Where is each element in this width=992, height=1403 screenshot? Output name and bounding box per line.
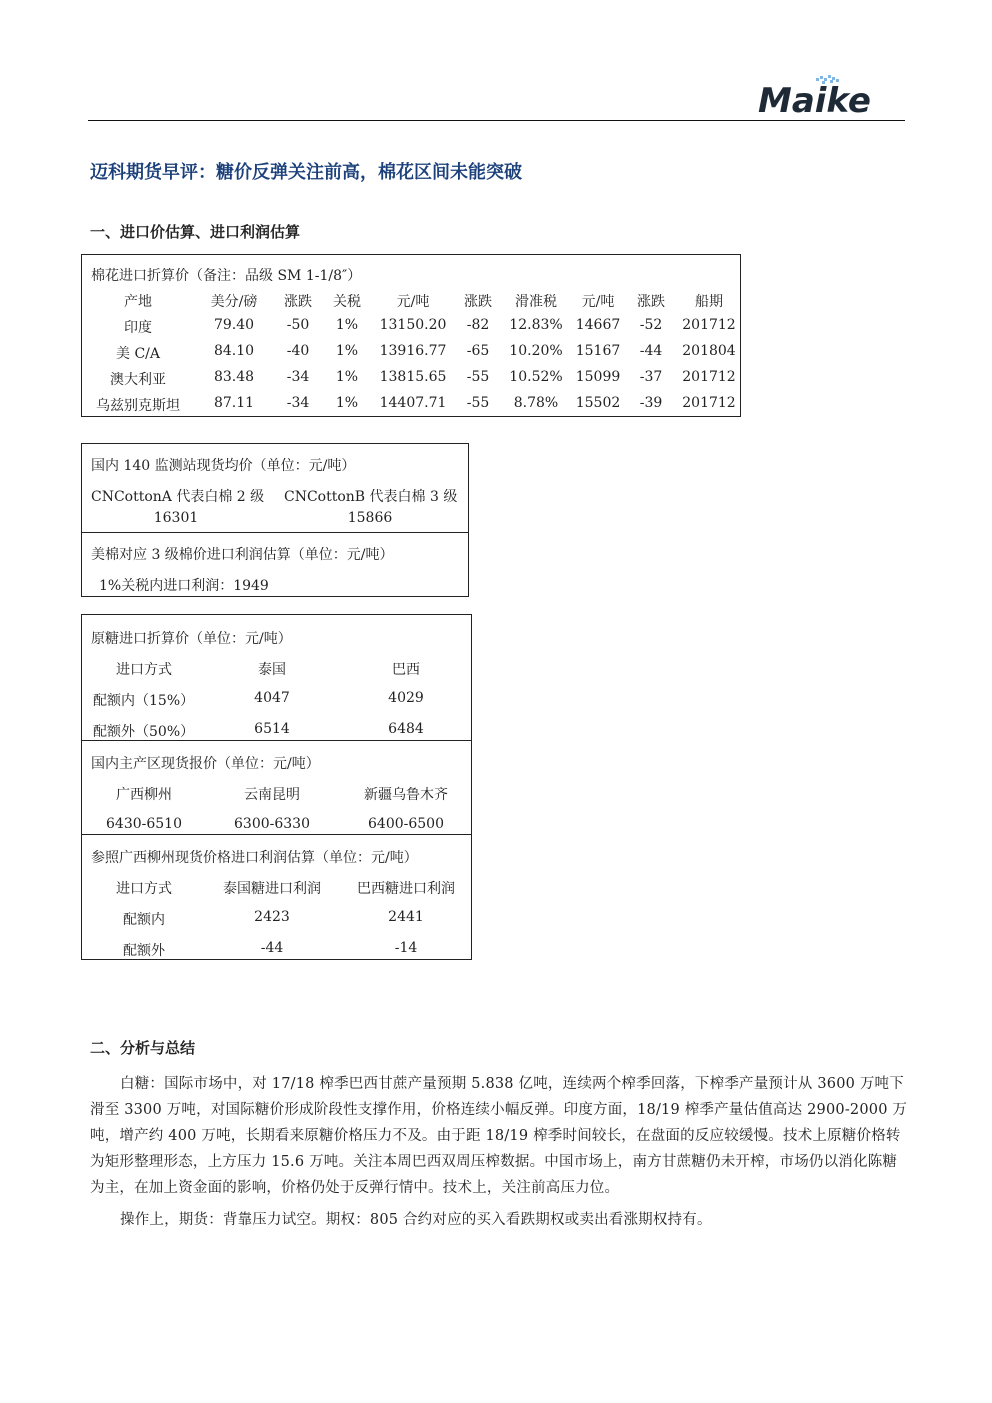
sugar-import-cell: 4029: [388, 690, 424, 706]
cotton-import-cell: 10.52%: [509, 369, 563, 385]
cotton-import-header: 元/吨: [581, 294, 615, 310]
report-title: 迈科期货早评：糖价反弹关注前高，棉花区间未能突破: [90, 162, 522, 183]
sugar-import-cell: 6484: [388, 721, 424, 737]
sugar-spot-header: 广西柳州: [116, 787, 172, 803]
cotton-import-header: 涨跌: [284, 294, 312, 310]
section2-heading: 二、分析与总结: [90, 1039, 196, 1057]
sugar-spot-caption: 国内主产区现货报价（单位：元/吨）: [91, 756, 320, 772]
divider: [82, 740, 471, 741]
sugar-spot-header: 新疆乌鲁木齐: [364, 787, 448, 803]
cotton-import-cell: -55: [466, 369, 490, 385]
cotton-import-cell: 201712: [682, 395, 736, 411]
cncottona-value: 16301: [153, 510, 199, 526]
cotton-import-cell: 13916.77: [379, 343, 447, 359]
cotton-import-cell: -37: [639, 369, 663, 385]
sugar-table: [81, 614, 472, 960]
sugar-profit-cell: -44: [260, 940, 284, 956]
divider: [82, 834, 471, 835]
cotton-import-cell: 1%: [335, 343, 359, 359]
cotton-import-cell: -40: [286, 343, 310, 359]
cotton-import-origin: 印度: [124, 320, 152, 336]
cotton-import-header: 滑准税: [515, 294, 557, 310]
cotton-import-header: 涨跌: [637, 294, 665, 310]
sugar-import-cell: 4047: [254, 690, 290, 706]
sugar-import-row-label: 配额外（50%）: [93, 724, 195, 740]
sugar-profit-header: 进口方式: [116, 881, 172, 897]
cotton-import-cell: 13815.65: [379, 369, 447, 385]
cotton-import-cell: 10.20%: [509, 343, 563, 359]
cncottona-label: CNCottonA 代表白棉 2 级: [91, 489, 265, 505]
cotton-profit-caption: 美棉对应 3 级棉价进口利润估算（单位：元/吨）: [91, 547, 394, 563]
sugar-profit-header: 巴西糖进口利润: [357, 881, 455, 897]
cotton-import-cell: 83.48: [213, 369, 255, 385]
cotton-import-table: [81, 254, 741, 417]
cotton-import-cell: -34: [286, 369, 310, 385]
cotton-import-origin: 澳大利亚: [110, 372, 166, 388]
analysis-text: [90, 1071, 910, 1233]
cotton-import-header: 产地: [124, 294, 152, 310]
divider: [82, 532, 468, 533]
sugar-import-caption: 原糖进口折算价（单位：元/吨）: [91, 631, 292, 647]
cotton-import-cell: 84.10: [213, 343, 255, 359]
sugar-spot-header: 云南昆明: [244, 787, 300, 803]
cotton-import-cell: 1%: [335, 317, 359, 333]
cotton-import-cell: -44: [639, 343, 663, 359]
cotton-import-header: 船期: [695, 294, 723, 310]
cotton-import-header: 元/吨: [396, 294, 430, 310]
cotton-import-caption: 棉花进口折算价（备注：品级 SM 1-1/8″）: [91, 268, 362, 284]
cotton-import-cell: 87.11: [213, 395, 255, 411]
sugar-import-cell: 6514: [254, 721, 290, 737]
cotton-profit-line: 1%关税内进口利润：1949: [99, 578, 269, 594]
cotton-import-cell: -34: [286, 395, 310, 411]
cotton-import-cell: 14667: [575, 317, 621, 333]
analysis-paragraph-operation: 操作上，期货：背靠压力试空。期权：805 合约对应的买入看跌期权或卖出看涨期权持有。: [120, 1212, 712, 1228]
sugar-profit-header: 泰国糖进口利润: [223, 881, 321, 897]
sugar-spot-value: 6300-6330: [234, 816, 310, 832]
cotton-import-header: 涨跌: [464, 294, 492, 310]
cotton-import-cell: 15502: [575, 395, 621, 411]
cotton-import-cell: -82: [466, 317, 490, 333]
sugar-profit-cell: -14: [394, 940, 418, 956]
maike-logo: [756, 72, 892, 118]
cotton-import-cell: 12.83%: [509, 317, 563, 333]
cotton-import-cell: -39: [639, 395, 663, 411]
analysis-paragraph-sugar: 白糖：国际市场中，对 17/18 榨季巴西甘蔗产量预期 5.838 亿吨，连续两个榨季回落，下榨季产量预计从 3600 万吨下滑至 3300 万吨，对国际糖价形成阶段性支撑作用，价格连续小幅反弹。印度方面，18/19 榨季产量估值高达 2900-2000 万吨，增产约 400 万吨，长期看来原糖价格压力不及。由于距 18/19 榨季时间较长，在盘面的反应较缓慢。技术上原糖价格转为矩形整理形态，上方压力 15.6 万吨。关注本周巴西双周压榨数据。中国市场上，南方甘蔗糖仍未开榨，市场仍以消化陈糖为主，在加上资金面的影响，价格仍处于反弹行情中。技术上，关注前高压力位。: [90, 1076, 908, 1196]
sugar-spot-value: 6400-6500: [368, 816, 444, 832]
cotton-domestic-caption: 国内 140 监测站现货均价（单位：元/吨）: [91, 458, 356, 474]
cotton-import-cell: -50: [286, 317, 310, 333]
logo-text: Maike: [758, 81, 871, 118]
cotton-import-cell: 13150.20: [379, 317, 447, 333]
sugar-profit-row-label: 配额内: [123, 912, 165, 928]
cotton-import-cell: 201712: [682, 369, 736, 385]
sugar-import-header: 泰国: [258, 662, 286, 678]
cotton-import-cell: 14407.71: [379, 395, 447, 411]
cotton-import-cell: 15099: [575, 369, 621, 385]
cncottonb-value: 15866: [347, 510, 393, 526]
sugar-import-header: 巴西: [392, 662, 420, 678]
sugar-profit-cell: 2423: [254, 909, 290, 925]
cotton-import-cell: -55: [466, 395, 490, 411]
section1-heading: 一、进口价估算、进口利润估算: [90, 223, 301, 241]
cotton-import-cell: 79.40: [213, 317, 255, 333]
cotton-import-header: 关税: [333, 294, 361, 310]
cotton-import-cell: 15167: [575, 343, 621, 359]
cotton-import-cell: 8.78%: [513, 395, 559, 411]
cncottonb-label: CNCottonB 代表白棉 3 级: [284, 489, 458, 505]
sugar-profit-caption: 参照广西柳州现货价格进口利润估算（单位：元/吨）: [91, 850, 418, 866]
cotton-import-header: 美分/磅: [210, 294, 258, 310]
sugar-import-row-label: 配额内（15%）: [93, 693, 195, 709]
cotton-import-cell: -65: [466, 343, 490, 359]
cotton-import-cell: 201712: [682, 317, 736, 333]
cotton-import-cell: 1%: [335, 395, 359, 411]
header-rule: [88, 120, 905, 121]
cotton-import-cell: -52: [639, 317, 663, 333]
sugar-spot-value: 6430-6510: [106, 816, 182, 832]
cotton-import-cell: 1%: [335, 369, 359, 385]
cotton-import-cell: 201804: [682, 343, 736, 359]
sugar-import-header: 进口方式: [116, 662, 172, 678]
cotton-domestic-table: [81, 443, 469, 597]
sugar-profit-row-label: 配额外: [123, 943, 165, 959]
sugar-profit-cell: 2441: [388, 909, 424, 925]
cotton-import-origin: 美 C/A: [116, 346, 160, 362]
cotton-import-origin: 乌兹别克斯坦: [96, 398, 180, 414]
